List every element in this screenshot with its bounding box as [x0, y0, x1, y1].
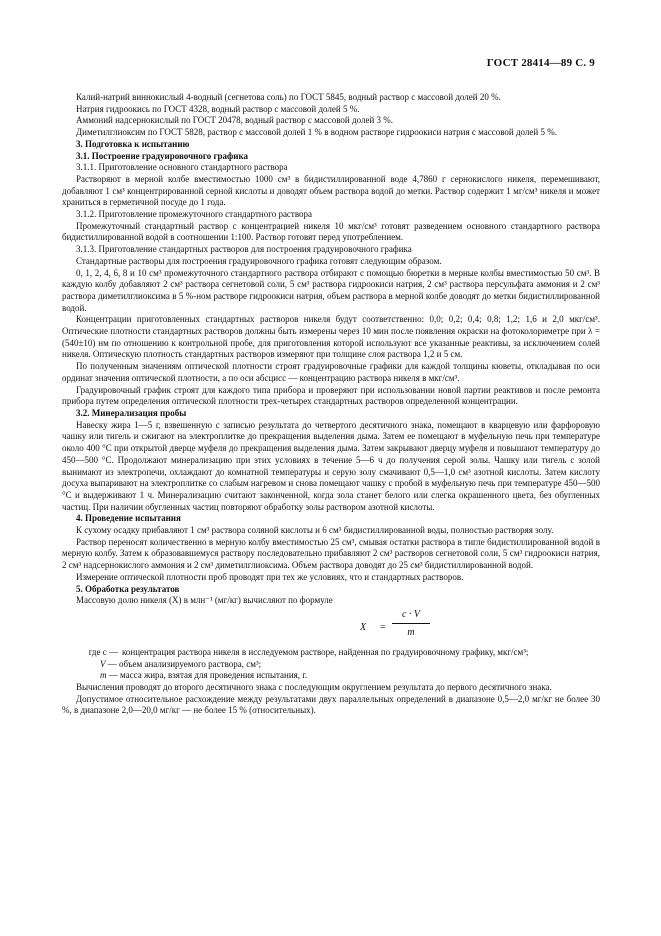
nickel-formula [62, 607, 600, 647]
section-3-1-1-heading: 3.1.1. Приготовление основного стандартного раствора [76, 162, 288, 173]
formula-fraction [392, 609, 430, 638]
page-header: ГОСТ 28414—89 С. 9 [486, 57, 595, 69]
section-3-2-heading: 3.2. Минерализация пробы [76, 407, 187, 418]
reagent-dimethylglyoxime: Диметилглиоксим по ГОСТ 5828, раствор с массовой долей 1 % в водном растворе гидроокиси натрия с массовой долей 5 %. [76, 127, 557, 138]
where-c-row [62, 647, 600, 659]
section-3-1-2-text: Промежуточный стандартный раствор с концентрацией никеля 10 мкг/см³ готовят разведением основного стандартного раствора бидистиллированной водой в соотношении 1:100. Раствор готовят перед употреблением. [62, 220, 600, 243]
formula-denominator: m [407, 626, 415, 638]
where-v-row [62, 659, 600, 671]
section-3-1-1-text: Растворяют в мерной колбе вместимостью 1000 см³ в бидистиллированной воде 4,7860 г сернокислого никеля, перемешивают, добавляют 1 см³ концентрированной серной кислоты и доводят объем раствора водой до метки. Раствор содержит 1 мг/см³ никеля и может храниться в герметичной посуде до 1 года. [62, 173, 600, 208]
section-5-heading: 5. Обработка результатов [76, 583, 180, 594]
formula-intro: Массовую долю никеля (X) в млн⁻¹ (мг/кг) вычисляют по формуле [76, 595, 333, 606]
section-3-1-3-heading: 3.1.3. Приготовление стандартных растворов для построения градуировочного графика [76, 244, 412, 255]
section-3-1-2-heading: 3.1.2. Приготовление промежуточного стандартного раствора [76, 209, 313, 220]
section-3-1-3-para-5: Градуировочный график строят для каждого типа прибора и проверяют при использовании новой партии реактивов и после ремонта прибора путем определения оптической плотности трех-четырех стандартных растворов определенной концентрации. [62, 384, 600, 407]
where-m-symbol: m [100, 670, 107, 681]
formula-equals: = [380, 621, 386, 633]
where-m-row [62, 670, 600, 682]
where-c-label: где c — [88, 646, 118, 657]
document-body [62, 92, 600, 717]
reagent-sodium-hydroxide: Натрия гидроокись по ГОСТ 4328, водный раствор с массовой долей 5 %. [76, 103, 360, 114]
where-v-symbol: V [100, 658, 106, 669]
section-4-para-2: Раствор переносят количественно в мерную колбу вместимостью 25 см³, смывая остатки раствора в тигле бидистиллированной водой в мерную колбу. Затем к образовавшемуся раствору последовательно прибавляют 2 см³ растворов сегнетовой соли, 5 см³ гидроокиси натрия, 2 см³ надсернокислого аммония и 2 см³ диметилглиоксима. Объем раствора доводят до 25 см³ бидистиллированной водой. [62, 536, 600, 571]
where-c-text: концентрация раствора никеля в исследуемом растворе, найденная по градуировочному графику, мкг/см³; [122, 646, 529, 657]
formula-lhs: X [360, 621, 367, 633]
section-4-para-3: Измерение оптической плотности проб проводят при тех же условиях, что и стандартных растворов. [76, 571, 464, 582]
formula-numerator: c · V [401, 608, 421, 620]
section-3-1-3-para-2: 0, 1, 2, 4, 6, 8 и 10 см³ промежуточного стандартного раствора отбирают с помощью бюретки в мерные колбы вместимостью 50 см³. В каждую колбу добавляют 2 см³ раствора сегнетовой соли, 5 см³ раствора гидроокиси натрия, 2 см³ раствора персульфата аммония и 2 см³ раствора диметилглиоксима в 5 %-ном растворе гидроокиси натрия, объем раствора в мерной колбе доводят до метки бидистиллированной водой. [62, 267, 600, 313]
section-3-1-heading: 3.1. Построение градуировочного графика [76, 150, 248, 161]
reagent-ammonium-persulfate: Аммоний надсернокислый по ГОСТ 20478, водный раствор с массовой долей 3 %. [76, 115, 394, 126]
section-3-1-3-para-3: Концентрации приготовленных стандартных растворов никеля будут соответственно: 0,0; 0,2; 0,4; 0,8; 1,2; 1,6 и 2,0 мкг/см³. Оптические плотности стандартных растворов должны быть измерены через 10 мин после появления окраски на фотоколориметре при λ =(540±10) нм по отношению к контрольной пробе, для приготовления которой используют все указанные реактивы, за исключением солей никеля. Оптическую плотность стандартных растворов измеряют при толщине слоя раствора 1,2 и 5 см. [62, 314, 600, 360]
section-3-1-3-para-4: По полученным значениям оптической плотности строят градуировочные графики для каждой толщины кюветы, откладывая по оси ординат значения оптической плотности, а по оси абсцисс — концентрацию раствора никеля в мкг/см³. [62, 361, 600, 383]
reagent-sodium-potassium-tartrate: Калий-натрий виннокислый 4-водный (сегнетова соль) по ГОСТ 5845, водный раствор с массовой долей 20 %. [76, 92, 501, 102]
section-3-1-3-para-1: Стандартные растворы для построения градуировочного графика готовят следующим образом. [76, 255, 442, 266]
calc-rounding-text: Вычисления проводят до второго десятичного знака с последующим округлением результата до первого десятичного знака. [76, 682, 552, 693]
section-3-heading: 3. Подготовка к испытанию [76, 138, 190, 149]
section-3-2-text: Навеску жира 1—5 г, взвешенную с записью результата до четвертого десятичного знака, помещают в кварцевую или фарфоровую чашку или тигель и сжигают на электроплитке до прекращения выделения дыма. Затем ее помещают в муфельную печь при температуре около 400 °С при открытой дверце муфеля до прекращения выделения дыма. Затем закрывают дверцу муфеля и повышают температуру до 450—500 °С. Продолжают минерализацию при этих условиях в течение 5—6 ч до получения серой золы. Чашку или тигель с золой вынимают из электропечи, охлаждают до комнатной температуры и серую золу смачивают 0,5—1,0 см³ азотной кислоты. Затем кислоту досуха выпаривают на электроплитке со слабым нагревом и снова помещают чашку с пробой в муфельную печь при температуре 450—500 °С и выдерживают 1 ч. Минерализацию считают законченной, когда зола станет белого или слегка окрашенного цвета, без обугленных частиц. При наличии обугленных частиц повторяют обработку золы раствором азотной кислоты. [62, 419, 600, 512]
tolerance-text: Допустимое относительное расхождение между результатами двух параллельных определений в диапазоне 0,5—2,0 мг/кг не более 30 %, в диапазоне 2,0—20,0 мг/кг — не более 15 % (относительных). [62, 693, 600, 716]
section-4-heading: 4. Проведение испытания [76, 513, 181, 524]
section-4-para-1: К сухому осадку прибавляют 1 см³ раствора соляной кислоты и 6 см³ бидистиллированной воды, полностью растворяя золу. [76, 525, 554, 536]
where-m-text: — масса жира, взятая для проведения испытания, г. [108, 670, 308, 681]
where-v-text: — объем анализируемого раствора, см³; [107, 658, 262, 669]
